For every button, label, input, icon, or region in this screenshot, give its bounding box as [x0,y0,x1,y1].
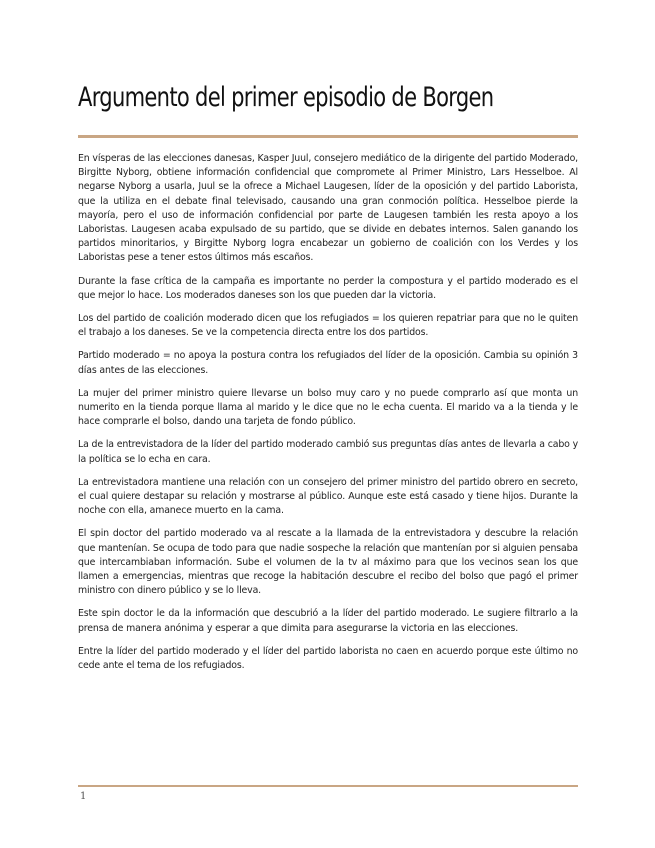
paragraph-5: La mujer del primer ministro quiere llevarse un bolso muy caro y no puede comprarlo así que monta un numerito en la tienda porque llama al marido y le dice que no le echa cuenta. El marido va a la tienda y le hace comprarle el bolso, dando una tarjeta de fondo público. [78,387,578,428]
paragraph-8: El spin doctor del partido moderado va al rescate a la llamada de la entrevistadora y descubre la relación que mantenían. Se ocupa de todo para que nadie sospeche la relación que mantenían por si alguien pensaba que intercambiaban información. Sube el volumen de la tv al máximo para que los vecinos sean los que llamen a emergencias, mientras que recoge la habitación descubre el recibo del bolso que pagó el primer ministro con dinero público y se lo lleva. [78,528,578,597]
page-number: 1 [80,791,87,802]
paragraph-9: Este spin doctor le da la información que descubrió a la líder del partido moderado. Le sugiere filtrarlo a la prensa de manera anónima y esperar a que dimita para asegurarse la victoria en las elecciones. [78,608,578,634]
footer-rule [78,785,578,787]
paragraph-2: Durante la fase crítica de la campaña es importante no perder la compostura y el partido moderado es el que mejor lo hace. Los moderados daneses son los que pueden dar la victoria. [78,275,578,301]
paragraph-10: Entre la líder del partido moderado y el líder del partido laborista no caen en acuerdo porque este último no cede ante el tema de los refugiados. [78,645,578,672]
paragraph-1: En vísperas de las elecciones danesas, Kasper Juul, consejero mediático de la dirigente del partido Moderado, Birgitte Nyborg, obtiene información confidencial que compromete al Primer Ministro, Lars Hesselboe. Al negarse Nyborg a usarla, Juul se la ofrece a Michael Laugesen, líder de la oposición y del partido Laborista, que la utiliza en el debate final televisado, causando una gran conmoción política. Hesselboe pierde la mayoría, pero el uso de información confidencial por parte de Laugesen también les resta apoyo a los Laboristas. Laugesen acaba expulsado de su partido, que se divide en debates internos. Salen ganando los partidos minoritarios, y Birgitte Nyborg logra encabezar un gobierno de coalición con los Verdes y los Laboristas pese a tener estos últimos más escaños. [78,153,578,264]
paragraph-6: La de la entrevistadora de la líder del partido moderado cambió sus preguntas días antes de llevarla a cabo y la política se lo echa en cara. [78,439,578,465]
title-underline-rule [78,135,578,138]
paragraph-7: La entrevistadora mantiene una relación con un consejero del primer ministro del partido obrero en secreto, el cual quiere destapar su relación y mostrarse al público. Aunque este está casado y tiene hijos. Durante la noche con ella, amanece muerto en la cama. [78,476,578,517]
paragraph-4: Partido moderado = no apoya la postura contra los refugiados del líder de la oposición. Cambia su opinión 3 días antes de las elecciones. [78,350,578,376]
document-title: Argumento del primer episodio de Borgen [78,82,494,113]
document-body [78,152,578,682]
paragraph-3: Los del partido de coalición moderado dicen que los refugiados = los quieren repatriar para que no le quiten el trabajo a los daneses. Se ve la competencia directa entre los dos partidos. [78,313,578,339]
